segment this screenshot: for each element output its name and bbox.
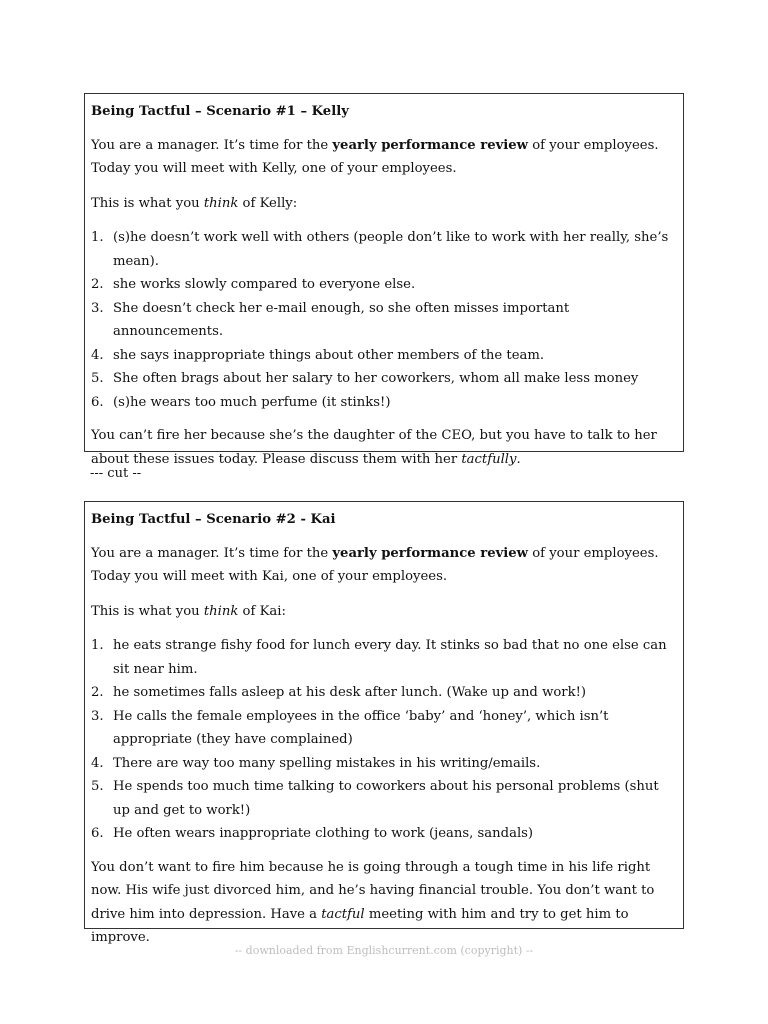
list-item: 1. he eats strange fishy food for lunch every day. It stinks so bad that no one else can sit near him.	[91, 638, 667, 677]
list-item: 2. she works slowly compared to everyone else.	[91, 277, 416, 292]
cut-line: --- cut --	[90, 466, 142, 481]
scenario-1-list	[91, 226, 677, 414]
scenario-2-card	[84, 501, 684, 945]
scenario-1-intro-emphasis: yearly performance review	[332, 137, 529, 153]
scenario-2-title: Being Tactful – Scenario #2 - Kai	[91, 512, 336, 527]
scenario-1-title: Being Tactful – Scenario #1 – Kelly	[91, 104, 349, 119]
list-item: 5. She often brags about her salary to her coworkers, whom all make less money	[91, 371, 639, 386]
scenario-1-think-line: This is what you think of Kelly:	[91, 195, 298, 211]
list-item: 1. (s)he doesn’t work well with others (people don’t like to work with her really, she’s mean).	[91, 230, 669, 269]
scenario-2-list	[91, 634, 677, 846]
scenario-2-intro: You are a manager. It’s time for the yearly performance review of your employees. Today you will meet with Kai, one of your employees.	[91, 545, 659, 584]
list-item: 6. He often wears inappropriate clothing to work (jeans, sandals)	[91, 826, 534, 841]
list-item: 3. He calls the female employees in the office ‘baby’ and ‘honey’, which isn’t appropriate (they have complained)	[91, 708, 609, 747]
list-item: 4. she says inappropriate things about other members of the team.	[91, 347, 545, 363]
scenario-2-think-line: This is what you think of Kai:	[91, 603, 286, 619]
list-item: 5. He spends too much time talking to coworkers about his personal problems (shut up and get to work!)	[91, 779, 659, 818]
scenario-1-card	[84, 93, 684, 467]
scenario-1-closing: You can’t fire her because she’s the daughter of the CEO, but you have to talk to her about these issues today. Please discuss them with her tactfully.	[91, 428, 657, 467]
scenario-1-intro: You are a manager. It’s time for the yearly performance review of your employees. Today you will meet with Kelly, one of your employees.	[91, 137, 659, 176]
list-item: 4. There are way too many spelling mistakes in his writing/emails.	[91, 755, 541, 771]
scenario-2-closing: You don’t want to fire him because he is going through a tough time in his life right now. His wife just divorced him, and he’s having financial trouble. You don’t want to drive him into depression. Have a tactful meeting with him and try to get him to improve.	[91, 859, 655, 945]
footer-copyright: -- downloaded from Englishcurrent.com (copyright) --	[234, 944, 534, 957]
list-item: 2. he sometimes falls asleep at his desk after lunch. (Wake up and work!)	[91, 685, 587, 700]
list-item: 6. (s)he wears too much perfume (it stinks!)	[91, 394, 391, 410]
scenario-2-intro-emphasis: yearly performance review	[332, 545, 529, 561]
list-item: 3. She doesn’t check her e-mail enough, so she often misses important announcements.	[91, 300, 570, 339]
